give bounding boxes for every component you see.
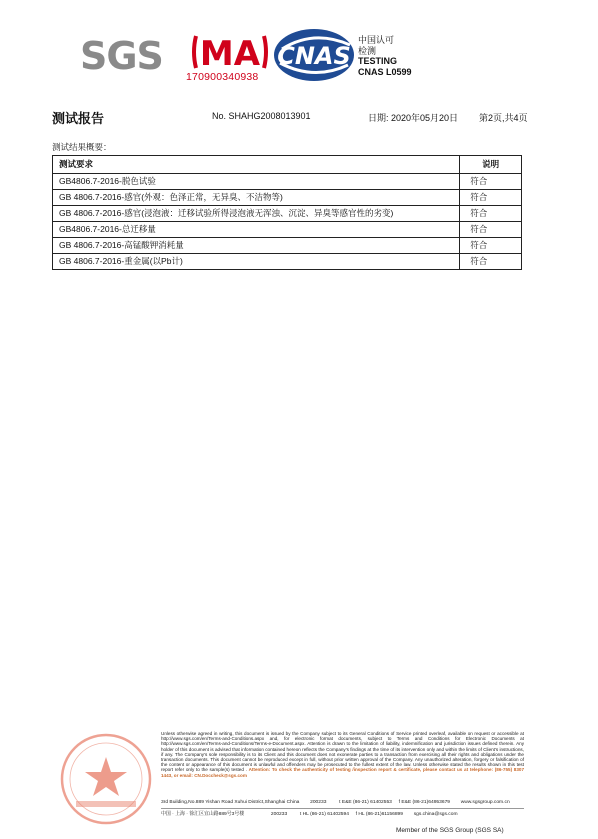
table-row bbox=[53, 174, 522, 190]
result-cell: 符合 bbox=[460, 238, 522, 254]
test-cell: GB 4806.7-2016-高锰酸钾消耗量 bbox=[53, 238, 460, 254]
cnas-line-3: TESTING bbox=[358, 56, 398, 66]
website[interactable]: www.sgsgroup.com.cn bbox=[460, 800, 510, 805]
ma-logo-text: MA bbox=[199, 34, 261, 74]
sgs-member-note: Member of the SGS Group (SGS SA) bbox=[396, 827, 504, 834]
result-cell: 符合 bbox=[460, 206, 522, 222]
footer-address-en bbox=[161, 800, 510, 805]
legal-disclaimer bbox=[161, 731, 524, 778]
table-row bbox=[53, 254, 522, 270]
test-cell: GB 4806.7-2016-感官(浸泡液：迁移试验所得浸泡液无浑浊、沉淀、异臭等感官性的劣变) bbox=[53, 206, 460, 222]
footer-divider bbox=[161, 808, 524, 809]
tel-ee: t E&E (86-21) 61402553 bbox=[339, 800, 392, 805]
ma-logo-mark bbox=[190, 30, 270, 74]
result-cell: 符合 bbox=[460, 190, 522, 206]
fax-ee: f E&E (86-21)64953679 bbox=[398, 800, 451, 805]
cnas-logo-mark bbox=[272, 27, 356, 83]
legal-text: Unless otherwise agreed in writing, this document is issued by the Company subject to its General Conditions of Service printed overleaf, available on request or accessible at http://www.sgs.com/en/Terms-and-Conditions.aspx and, for electronic format documents, subject to Terms and Conditions for Electronic Documents at http://www.sgs.com/en/Terms-and-Conditions/Terms-e-Document.aspx. Attention is drawn to the limitation of liability, indemnification and jurisdiction issues defined therein. Any holder of this document is advised that information contained hereon reflects the Company's findings at the time of its intervention only and within the limits of Client's instructions, if any. The Company's sole responsibility is to its Client and this document does not exonerate parties to a transaction from exercising all their rights and obligations under the transaction documents. This document cannot be reproduced except in full, without prior written approval of the Company. Any unauthorized alteration, forgery or falsification of the content or appearance of this document is unlawful and offenders may be prosecuted to the fullest extent of the law. Unless otherwise stated the results shown in this test report refer only to the sample(s) tested . bbox=[161, 731, 524, 773]
results-table bbox=[52, 155, 522, 270]
address-cn: 中国 · 上海 · 徐汇区宜山路889号3号楼 bbox=[161, 812, 245, 817]
email[interactable]: sgs.china@sgs.com bbox=[413, 812, 458, 817]
table-row bbox=[53, 206, 522, 222]
report-date: 日期: 2020年05月20日 bbox=[368, 113, 459, 123]
sgs-logo-text: SGS bbox=[80, 34, 163, 78]
sgs-logo bbox=[78, 34, 164, 78]
test-cell: GB4806.7-2016-总迁移量 bbox=[53, 222, 460, 238]
header-remark: 说明 bbox=[460, 156, 522, 174]
header-test-requirement: 测试要求 bbox=[53, 156, 460, 174]
cnas-line-1: 中国认可 bbox=[358, 35, 395, 45]
postcode-en: 200233 bbox=[310, 800, 327, 805]
page-indicator: 第2页,共4页 bbox=[479, 113, 528, 123]
test-cell: GB 4806.7-2016-重金属(以Pb计) bbox=[53, 254, 460, 270]
official-seal-stamp bbox=[58, 731, 154, 827]
tel-hl: t HL (86-21) 61402594 bbox=[299, 812, 349, 817]
result-cell: 符合 bbox=[460, 222, 522, 238]
table-row bbox=[53, 190, 522, 206]
cnas-accreditation bbox=[358, 35, 412, 77]
result-cell: 符合 bbox=[460, 174, 522, 190]
report-number: No. SHAHG2008013901 bbox=[212, 111, 311, 121]
cnas-logo bbox=[272, 27, 356, 83]
test-cell: GB4806.7-2016-脱色试验 bbox=[53, 174, 460, 190]
address-en: 3rd Building,No.889 Yishan Road Xuhui District,Shanghai China bbox=[161, 800, 300, 805]
footer-address-cn bbox=[161, 810, 458, 817]
authenticity-attention: Attention: To check the authenticity of testing /inspection report & certificate, please contact us at telephone: (86-755) 8307 1443, or email: CN.Doccheck@sgs.com bbox=[161, 767, 525, 778]
table-row bbox=[53, 222, 522, 238]
cnas-line-2: 检测 bbox=[358, 45, 377, 56]
summary-label: 测试结果概要： bbox=[52, 142, 112, 152]
test-cell: GB 4806.7-2016-感官(外观：色泽正常，无异臭、不洁物等) bbox=[53, 190, 460, 206]
seal-icon bbox=[58, 731, 154, 827]
report-title: 测试报告 bbox=[52, 112, 105, 127]
postcode-cn: 200233 bbox=[270, 812, 288, 817]
cnas-logo-text: CNAS bbox=[277, 42, 351, 70]
table-header-row bbox=[53, 156, 522, 174]
cnas-line-4: CNAS L0599 bbox=[358, 66, 412, 77]
ma-number: 170900340938 bbox=[186, 71, 259, 83]
fax-hl: f HL (86-21)61156899 bbox=[355, 812, 403, 817]
table-row bbox=[53, 238, 522, 254]
result-cell: 符合 bbox=[460, 254, 522, 270]
